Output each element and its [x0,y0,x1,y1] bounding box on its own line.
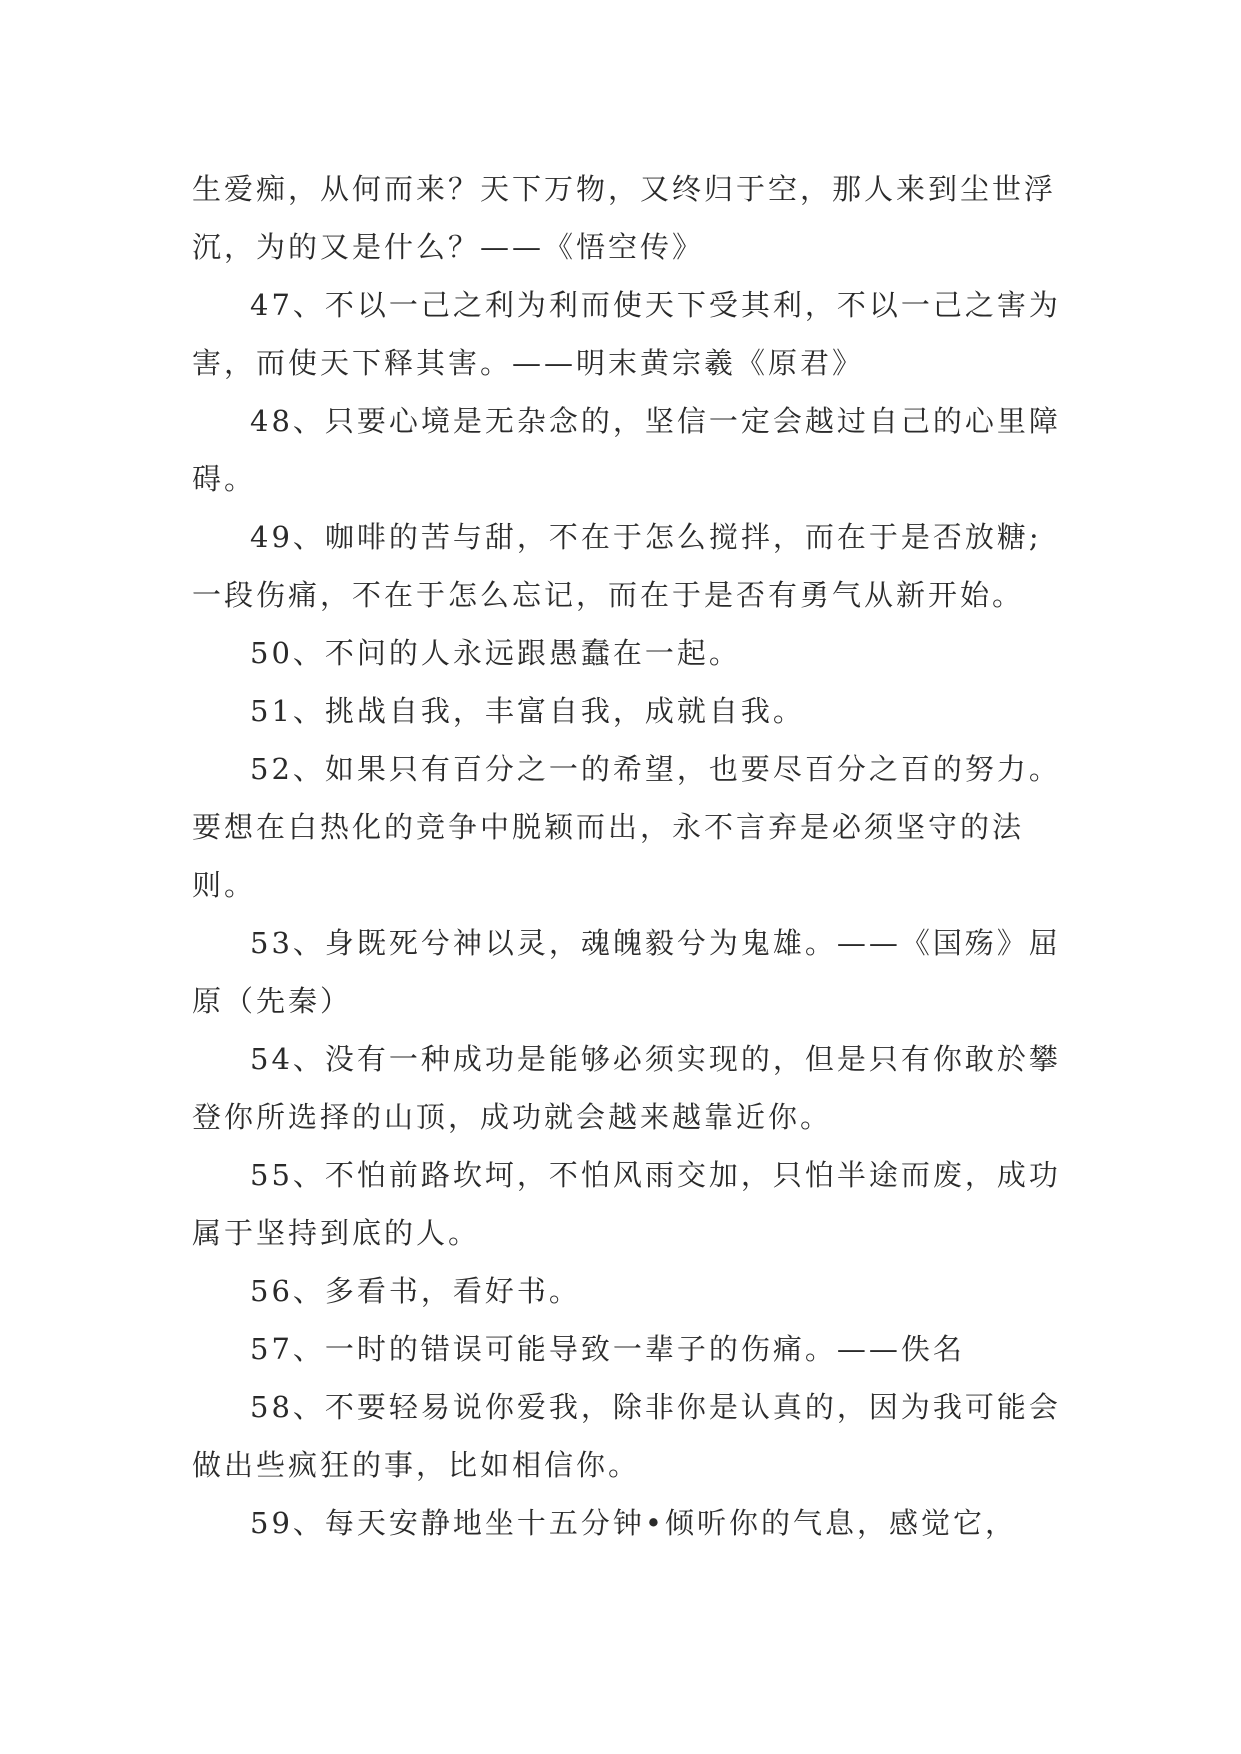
quote-48: 48、只要心境是无杂念的，坚信一定会越过自己的心里障碍。 [192,404,1061,496]
quote-58: 58、不要轻易说你爱我，除非你是认真的，因为我可能会做出些疯狂的事，比如相信你。 [192,1390,1061,1482]
quote-53: 53、身既死兮神以灵，魂魄毅兮为鬼雄。——《国殇》屈原（先秦） [192,926,1061,1018]
quote-56: 56、多看书，看好书。 [250,1274,581,1308]
paragraph-continuation: 生爱痴，从何而来？天下万物，又终归于空，那人来到尘世浮沉，为的又是什么？——《悟空传》 [192,172,1057,264]
quote-59: 59、每天安静地坐十五分钟•倾听你的气息，感觉它， [250,1506,1018,1540]
quote-57: 57、一时的错误可能导致一辈子的伤痛。——佚名 [250,1332,965,1366]
quote-51: 51、挑战自我，丰富自我，成就自我。 [250,694,805,728]
document-body [192,160,1062,1552]
quote-54: 54、没有一种成功是能够必须实现的，但是只有你敢於攀登你所选择的山顶，成功就会越来越靠近你。 [192,1042,1061,1134]
quote-55: 55、不怕前路坎坷，不怕风雨交加，只怕半途而废，成功属于坚持到底的人。 [192,1158,1061,1250]
quote-47: 47、不以一己之利为利而使天下受其利，不以一己之害为害，而使天下释其害。——明末黄宗羲《原君》 [192,288,1061,380]
quote-50: 50、不问的人永远跟愚蠢在一起。 [250,636,741,670]
quote-49: 49、咖啡的苦与甜，不在于怎么搅拌，而在于是否放糖;一段伤痛，不在于怎么忘记，而在于是否有勇气从新开始。 [192,520,1042,612]
quote-52: 52、如果只有百分之一的希望，也要尽百分之百的努力。要想在白热化的竞争中脱颖而出，永不言弃是必须坚守的法则。 [192,752,1061,902]
